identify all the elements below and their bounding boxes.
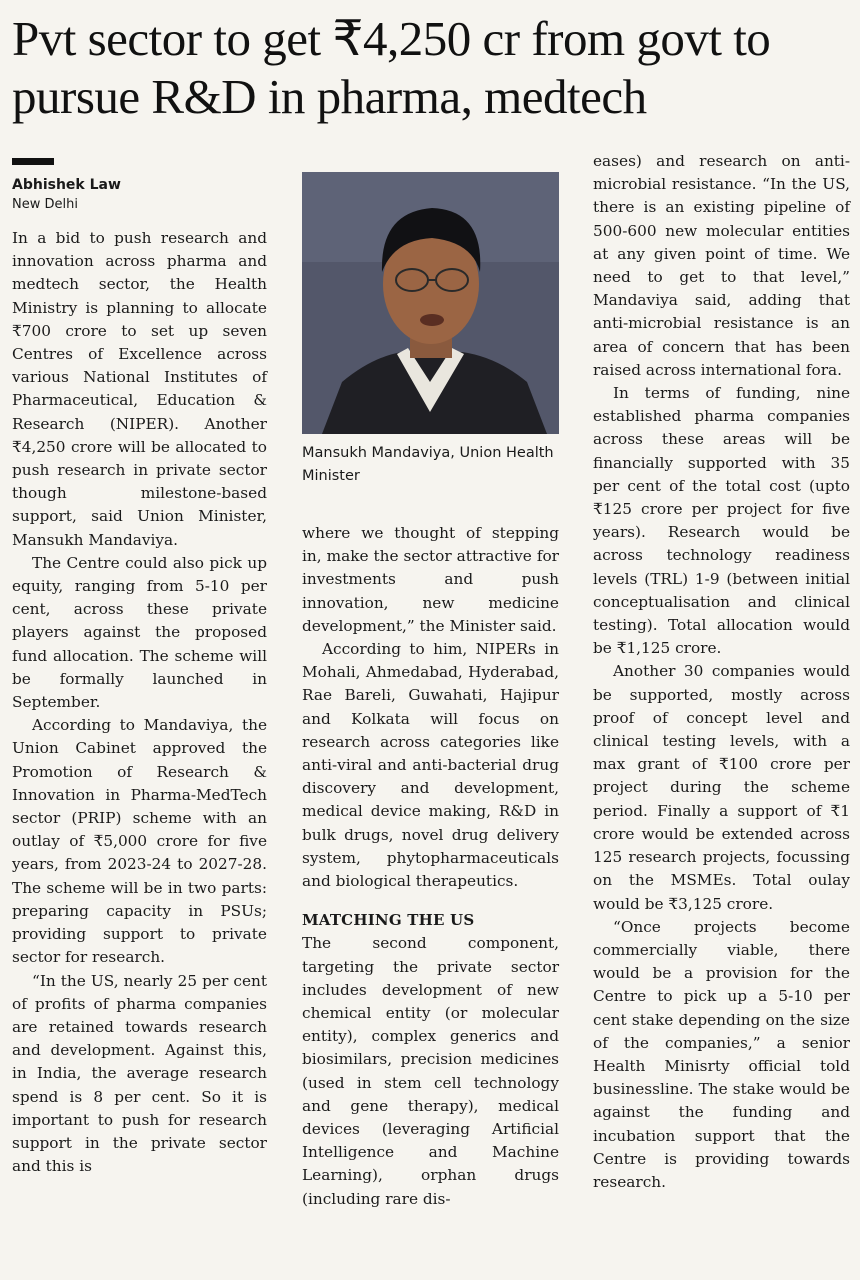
portrait-illustration <box>302 172 559 434</box>
paragraph: According to Mandaviya, the Union Cabinet approved the Promotion of Research & Innovation in Pharma-MedTech sector (PRIP) scheme with an outlay of ₹5,000 crore for five years, from 2023-24 to 2027-28. The scheme will be in two parts: preparing capacity in PSUs; providing support to private sector for research. <box>12 716 267 967</box>
paragraph: In terms of funding, nine established pharma companies across these areas will be financially supported with 35 per cent of the total cost (upto ₹125 crore per project for five years). Research would be across technology readiness levels (TRL) 1-9 (between initial conceptualisation and clinical testing). Total allocation would be ₹1,125 crore. <box>593 384 850 658</box>
subhead: MATCHING THE US <box>302 911 475 930</box>
byline-rule <box>12 158 54 165</box>
column-1 <box>12 150 267 1178</box>
paragraph: In a bid to push research and innovation across pharma and medtech sector, the Health Ministry is planning to allocate ₹700 crore to set up seven Centres of Excellence across various National Institutes of Pharmaceutical, Education & Research (NIPER). Another ₹4,250 crore will be allocated to push research in private sector though milestone-based support, said Union Minister, Mansukh Mandaviya. <box>12 229 267 549</box>
byline-author: Abhishek Law <box>12 177 121 193</box>
paragraph: “In the US, nearly 25 per cent of profits of pharma companies are retained towards research and development. Against this, in India, the average research spend is 8 per cent. So it is important to push for research support in the private sector and this is <box>12 971 267 1176</box>
paragraph: “Once projects become commercially viable, there would be a provision for the Centre to pick up a 5-10 per cent stake depending on the size of the companies,” a senior Health Minisrty official told businessline. The stake would be against the funding and incubation support that the Centre is providing towards research. <box>593 917 850 1191</box>
column-2 <box>302 160 559 1211</box>
paragraph: where we thought of stepping in, make the sector attractive for investments and push innovation, new medicine development,” the Minister said. <box>302 524 559 635</box>
headline: Pvt sector to get ₹4,250 cr from govt to pursue R&D in pharma, medtech <box>12 11 771 124</box>
paragraph: Another 30 companies would be supported, mostly across proof of concept level and clinical testing levels, with a max grant of ₹100 crore per project during the scheme period. Finally a support of ₹1 crore would be extended across 125 research projects, focussing on the MSMEs. Total oulay would be ₹3,125 crore. <box>593 662 850 913</box>
minister-photo <box>302 172 559 434</box>
paragraph: The Centre could also pick up equity, ranging from 5-10 per cent, across these private players against the proposed fund allocation. The scheme will be formally launched in September. <box>12 553 267 712</box>
paragraph: The second component, targeting the private sector includes development of new chemical entity (or molecular entity), complex generics and biosimilars, precision medicines (used in stem cell technology and gene therapy), medical devices (leveraging Artificial Intelligence and Machine Learning), orphan drugs (including rare dis- <box>302 934 559 1208</box>
paragraph: eases) and research on anti-microbial resistance. “In the US, there is an existing pipeline of 500-600 new molecular entities at any given point of time. We need to get to that level,” Mandaviya said, adding that anti-microbial resistance is an area of concern that has been raised across international fora. <box>593 152 850 379</box>
photo-caption: Mansukh Mandaviya, Union Health Minister <box>302 445 554 484</box>
column-3 <box>593 150 850 1194</box>
byline-place: New Delhi <box>12 197 78 212</box>
paragraph: According to him, NIPERs in Mohali, Ahmedabad, Hyderabad, Rae Bareli, Guwahati, Hajipur and Kolkata will focus on research across categories like anti-viral and anti-bacterial drug discovery and development, medical device making, R&D in bulk drugs, novel drug delivery system, phytopharmaceuticals and biological therapeutics. <box>302 640 559 891</box>
